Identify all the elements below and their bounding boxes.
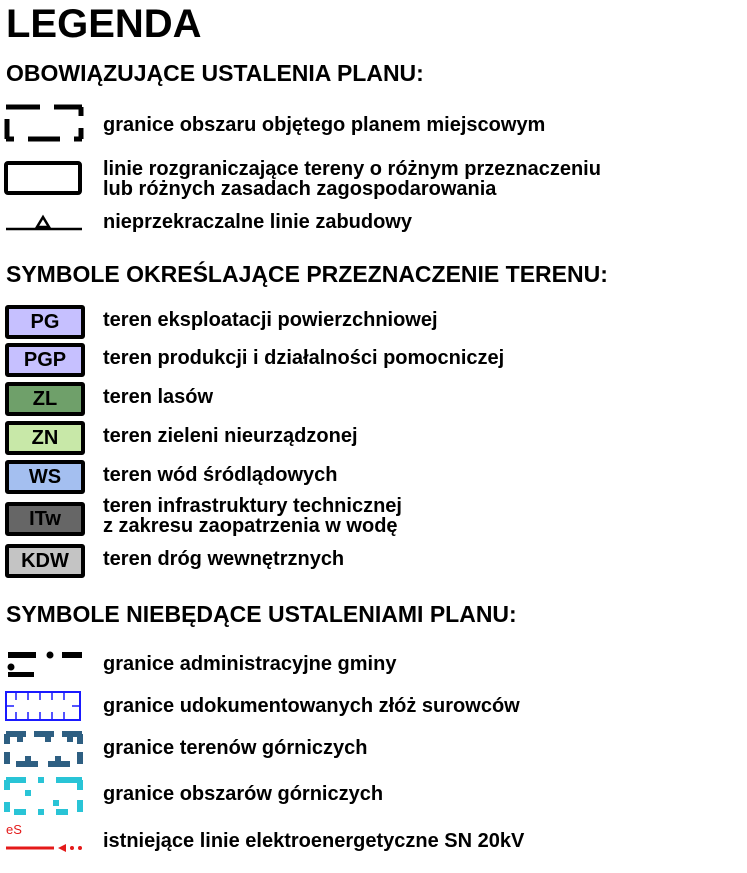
zone-code-pgp: PGP [5,343,85,377]
zone-label-zl: teren lasów [103,386,214,408]
power-line-label: istniejące linie elektroenergetyczne SN 20kV [103,830,525,852]
zone-label-kdw: teren dróg wewnętrznych [103,548,345,570]
power-line-icon [4,838,84,858]
section-zones-heading: SYMBOLE OKREŚLAJĄCE PRZEZNACZENIE TERENU: [6,261,608,287]
dashed-boundary-icon [4,104,84,142]
deposit-boundary-icon [4,690,84,722]
building-line-icon [4,212,84,234]
zone-label-itw-line1: teren infrastruktury technicznej [103,495,402,517]
power-line-code: eS [6,822,22,837]
solid-boundary-label-line2: lub różnych zasadach zagospodarowania [103,178,497,200]
zone-code-pg: PG [5,305,85,339]
zone-label-zn: teren zieleni nieurządzonej [103,425,358,447]
legend-title: LEGENDA [6,2,202,46]
zone-code-kdw: KDW [5,544,85,578]
building-line-label: nieprzekraczalne linie zabudowy [103,211,412,233]
section-binding-heading: OBOWIĄZUJĄCE USTALENIA PLANU: [6,60,424,86]
zone-label-ws: teren wód śródlądowych [103,464,338,486]
mining-terrain-boundary-label: granice terenów górniczych [103,737,368,759]
solid-boundary-label-line1: linie rozgraniczające tereny o różnym przeznaczeniu [103,158,601,180]
admin-boundary-label: granice administracyjne gminy [103,653,397,675]
zone-label-itw-line2: z zakresu zaopatrzenia w wodę [103,515,398,537]
mining-area-boundary-icon [4,776,84,816]
deposit-boundary-label: granice udokumentowanych złóż surowców [103,695,520,717]
zone-code-zl: ZL [5,382,85,416]
zone-label-pgp: teren produkcji i działalności pomocniczej [103,347,505,369]
mining-terrain-boundary-icon [4,730,84,768]
admin-boundary-icon [4,648,84,678]
mining-area-boundary-label: granice obszarów górniczych [103,783,384,805]
dashed-boundary-label: granice obszaru objętego planem miejscowym [103,114,546,136]
zone-label-pg: teren eksploatacji powierzchniowej [103,309,438,331]
section-nonbinding-heading: SYMBOLE NIEBĘDĄCE USTALENIAMI PLANU: [6,601,517,627]
zone-code-itw: ITw [5,502,85,536]
zone-code-ws: WS [5,460,85,494]
solid-boundary-icon [4,161,82,195]
zone-code-zn: ZN [5,421,85,455]
